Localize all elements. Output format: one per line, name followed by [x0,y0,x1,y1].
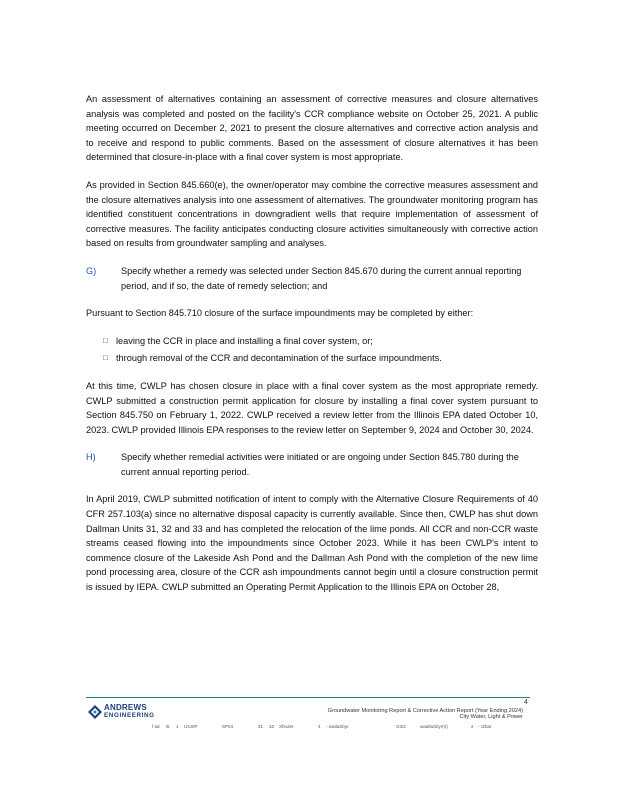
paragraph-remedy-selection: At this time, CWLP has chosen closure in place with a final cover system as the most appropriate remedy. CWLP submitted a construction permit application for closure by installing a final cover system pursuant to Section 845.750 on February 1, 2022. CWLP received a review letter from the Illinois EPA dated October 10, 2023. CWLP provided Illinois EPA responses to the review letter on September 9, 2024 and October 30, 2024. [86,380,538,435]
item-h [86,450,538,479]
fine-print-text: SP04 [222,724,234,729]
item-g-text: Specify whether a remedy was selected under Section 845.670 during the current annual reporting period, and if so, the date of remedy selection; and [121,265,522,291]
footer-fine-print [86,724,530,731]
footer-client-name: City Water, Light & Power [459,714,523,721]
fine-print-text: 3Z [269,724,275,729]
fine-print-text: G3/2 [396,724,406,729]
footer-report-info [283,708,523,721]
fine-print-text: waаtlaSbyr(0) [420,724,448,729]
fine-print-text: i5 [166,724,170,729]
paragraph-section-845-660: As provided in Section 845.660(e), the owner/operator may combine the corrective measures assessment and the closure alternatives analysis into one assessment of alternatives. The groundwater monitoring program has identified constituent concentrations in downgradient wells that require implementation of assessment of corrective measures. The facility anticipates conducting closure activities simultaneously with corrective action based on results from groundwater sampling and analyses. [86,179,538,249]
andrews-logo-icon [88,705,102,719]
fine-print-text: U4J0P [184,724,198,729]
fine-print-text: 1 [176,724,179,729]
list-item-text: through removal of the CCR and decontamination of the surface impoundments. [116,353,442,364]
item-g [86,264,538,293]
list-item-text: leaving the CCR in place and installing a final cover system, or; [116,335,373,346]
fine-print-text: - wаtlaSbyr [326,724,349,729]
page-number: 4 [524,699,528,706]
fine-print-text: Xhrulet [279,724,294,729]
fine-print-text: 4 [318,724,321,729]
bullet-icon: □ [103,353,108,363]
bullet-icon: □ [103,335,108,345]
fine-print-text: f ad [152,724,160,729]
company-logo [88,704,155,720]
fine-print-text: 31 [258,724,264,729]
body-content [86,92,538,608]
paragraph-alternative-closure: In April 2019, CWLP submitted notification of intent to comply with the Alternative Closure Requirements of 40 CFR 257.103(a) since no alternative disposal capacity is currently available. Since then, CWLP has shut down Dallman Units 31, 32 and 33 and has completed the relocation of the lime ponds. All CCR and non-CCR waste streams ceased flowing into the impoundments since October 2023. While it has been CWLP's intent to commence closure of the Lakeside Ash Pond and the Dallman Ash Pond with the completion of the new lime pond processing area, closure of the CCR ash impoundments cannot begin until a closure construction permit is issued by IEPA. CWLP submitted an Operating Permit Application to the Illinois EPA on October 28, [86,494,538,593]
paragraph-section-845-710: Pursuant to Section 845.710 closure of the surface impoundments may be completed by either: [86,308,474,319]
list-item [86,334,538,349]
item-h-letter: H) [86,452,96,463]
item-g-letter: G) [86,265,97,276]
footer-report-title: Groundwater Monitoring Report & Corrective Action Report (Year Ending 2024) [327,708,523,714]
fine-print-text: 2 [471,724,474,729]
list-item [86,351,538,366]
paragraph-assessment-of-alternatives: An assessment of alternatives containing an assessment of corrective measures and closure alternatives analysis was completed and posted on the facility's CCR compliance website on October 25, 2021. A public meeting occurred on December 2, 2021 to present the closure alternatives and corrective action analysis and to receive and respond to public comments. Based on the assessment of closure alternatives it has been determined that closure-in-place with a final cover system is most appropriate. [86,94,538,163]
logo-wordmark-top: ANDREWS [104,703,147,712]
closure-options-list [86,334,538,366]
fine-print-text: - rZbar [478,724,492,729]
footer-divider [86,697,530,698]
logo-wordmark-bottom: ENGINEERING [104,712,155,719]
item-h-text: Specify whether remedial activities were initiated or are ongoing under Section 845.780 during the current annual reporting period. [121,452,519,477]
